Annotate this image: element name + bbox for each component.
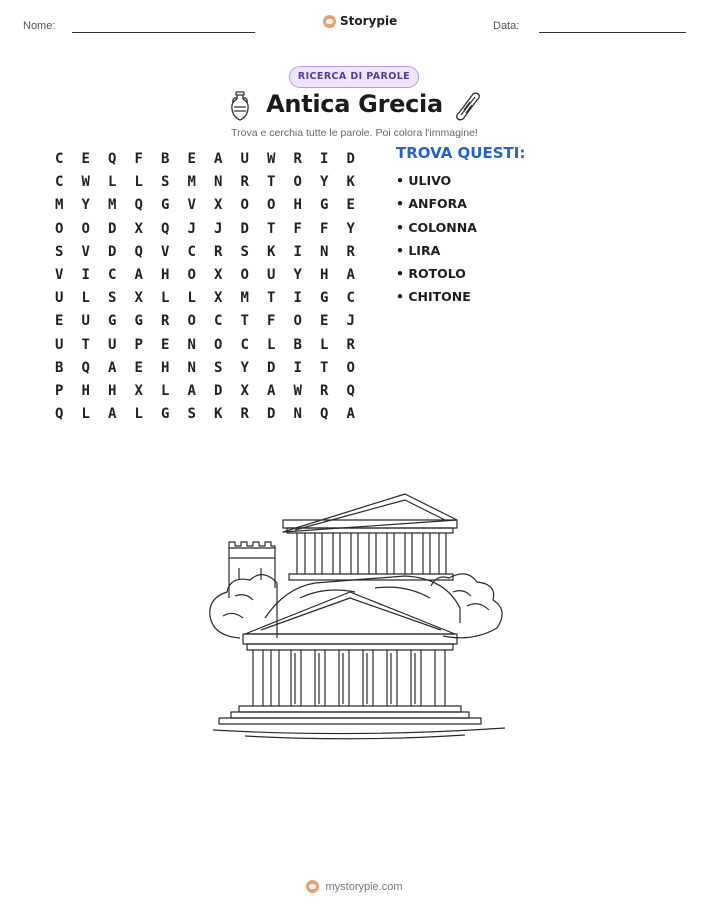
grid-letter[interactable]: S xyxy=(161,174,170,191)
grid-letter[interactable]: I xyxy=(320,151,329,167)
grid-letter[interactable]: H xyxy=(108,382,117,399)
grid-letter[interactable]: S xyxy=(108,290,117,307)
grid-letter[interactable]: T xyxy=(320,359,329,376)
grid-letter[interactable]: R xyxy=(293,151,302,167)
grid-letter[interactable]: O xyxy=(293,313,302,330)
grid-letter[interactable]: R xyxy=(346,243,355,260)
grid-letter[interactable]: H xyxy=(320,266,329,283)
grid-letter[interactable]: C xyxy=(346,290,355,307)
brand-name: Storypie xyxy=(340,14,398,28)
grid-letter[interactable]: V xyxy=(81,243,90,260)
grid-letter[interactable]: L xyxy=(187,290,196,307)
grid-letter[interactable]: H xyxy=(161,359,170,376)
grid-letter[interactable]: O xyxy=(267,197,276,214)
grid-letter[interactable]: E xyxy=(55,313,64,330)
grid-letter[interactable]: W xyxy=(293,382,302,399)
grid-letter[interactable]: F xyxy=(267,313,276,330)
grid-letter[interactable]: E xyxy=(346,197,355,214)
grid-letter[interactable]: D xyxy=(267,359,276,376)
grid-letter[interactable]: C xyxy=(55,174,64,191)
word-item: • ROTOLO xyxy=(396,266,466,282)
word-item: • COLONNA xyxy=(396,219,477,235)
grid-letter[interactable]: E xyxy=(81,151,90,167)
grid-letter[interactable]: G xyxy=(161,406,170,423)
footer-url[interactable]: mystorypie.com xyxy=(325,880,403,893)
grid-letter[interactable]: K xyxy=(346,174,355,191)
grid-letter[interactable]: R xyxy=(346,336,355,353)
grid-letter[interactable]: T xyxy=(267,290,276,307)
grid-letter[interactable]: L xyxy=(320,336,329,353)
word-list-title: TROVA QUESTI: xyxy=(396,144,526,162)
grid-letter[interactable]: V xyxy=(161,243,170,260)
grid-letter[interactable]: L xyxy=(81,406,90,423)
word-item: • ULIVO xyxy=(396,173,452,188)
grid-letter[interactable]: Q xyxy=(134,197,143,214)
grid-letter[interactable]: X xyxy=(134,220,143,237)
grid-letter[interactable]: V xyxy=(187,197,196,214)
grid-letter[interactable]: R xyxy=(240,174,249,191)
grid-letter[interactable]: K xyxy=(214,406,223,423)
storypie-mascot-icon xyxy=(323,15,336,28)
grid-letter[interactable]: O xyxy=(55,220,64,237)
grid-letter[interactable]: B xyxy=(55,359,64,376)
grid-letter[interactable]: L xyxy=(134,406,143,423)
date-label: Data: xyxy=(493,20,520,32)
grid-letter[interactable]: W xyxy=(81,174,90,191)
grid-letter[interactable]: O xyxy=(187,313,196,330)
grid-letter[interactable]: C xyxy=(55,151,64,167)
grid-letter[interactable]: N xyxy=(214,174,223,191)
grid-letter[interactable]: Y xyxy=(240,359,249,376)
grid-letter[interactable]: Y xyxy=(346,220,355,237)
grid-letter[interactable]: R xyxy=(214,243,223,260)
grid-letter[interactable]: U xyxy=(240,151,249,167)
grid-letter[interactable]: A xyxy=(187,382,196,399)
grid-letter[interactable]: G xyxy=(320,290,329,307)
grid-letter[interactable]: O xyxy=(240,197,249,214)
grid-letter[interactable]: O xyxy=(187,266,196,283)
grid-letter[interactable]: C xyxy=(187,243,196,260)
grid-letter[interactable]: D xyxy=(267,406,276,423)
grid-letter[interactable]: W xyxy=(267,151,276,167)
grid-letter[interactable]: X xyxy=(134,382,143,399)
greek-temple-illustration xyxy=(205,488,515,747)
page-title: Antica Grecia xyxy=(266,90,443,118)
grid-letter[interactable]: X xyxy=(214,290,223,307)
grid-letter[interactable]: K xyxy=(267,243,276,260)
grid-letter[interactable]: T xyxy=(240,313,249,330)
grid-letter[interactable]: N xyxy=(293,406,302,423)
grid-letter[interactable]: L xyxy=(134,174,143,191)
grid-letter[interactable]: L xyxy=(161,382,170,399)
grid-letter[interactable]: F xyxy=(134,151,143,167)
grid-letter[interactable]: R xyxy=(240,406,249,423)
grid-letter[interactable]: E xyxy=(134,359,143,376)
grid-letter[interactable]: M xyxy=(55,197,64,214)
word-item: • CHITONE xyxy=(396,289,471,305)
grid-letter[interactable]: F xyxy=(293,220,302,237)
grid-letter[interactable]: E xyxy=(161,336,170,353)
grid-letter[interactable]: S xyxy=(240,243,249,260)
grid-letter[interactable]: J xyxy=(187,220,196,237)
word-item: • ANFORA xyxy=(396,196,467,212)
instructions: Trova e cerchia tutte le parole. Poi colora l'immagine! xyxy=(231,127,478,139)
grid-letter[interactable]: R xyxy=(320,382,329,399)
grid-letter[interactable]: R xyxy=(161,313,170,330)
grid-letter[interactable]: D xyxy=(108,243,117,260)
grid-letter[interactable]: H xyxy=(161,266,170,283)
grid-letter[interactable]: A xyxy=(267,382,276,399)
grid-letter[interactable]: I xyxy=(81,266,90,283)
grid-letter[interactable]: O xyxy=(240,266,249,283)
grid-letter[interactable]: L xyxy=(108,174,117,191)
grid-letter[interactable]: I xyxy=(293,359,302,376)
grid-letter[interactable]: X xyxy=(214,197,223,214)
grid-letter[interactable]: O xyxy=(214,336,223,353)
grid-letter[interactable]: G xyxy=(108,313,117,330)
grid-letter[interactable]: C xyxy=(108,266,117,283)
grid-letter[interactable]: X xyxy=(214,266,223,283)
word-list xyxy=(396,171,477,311)
grid-letter[interactable]: I xyxy=(293,243,302,260)
grid-letter[interactable]: Q xyxy=(55,406,64,423)
grid-letter[interactable]: D xyxy=(240,220,249,237)
grid-letter[interactable]: U xyxy=(55,336,64,353)
grid-letter[interactable]: U xyxy=(267,266,276,283)
grid-letter[interactable]: M xyxy=(187,174,196,191)
grid-letter[interactable]: Q xyxy=(161,220,170,237)
grid-letter[interactable]: P xyxy=(55,382,64,399)
grid-letter[interactable]: Q xyxy=(134,243,143,260)
grid-letter[interactable]: U xyxy=(81,313,90,330)
grid-letter[interactable]: Q xyxy=(81,359,90,376)
grid-letter[interactable]: J xyxy=(346,313,355,330)
date-line[interactable] xyxy=(539,32,686,33)
grid-letter[interactable]: T xyxy=(81,336,90,353)
grid-letter[interactable]: E xyxy=(187,151,196,167)
brand-logo xyxy=(323,14,397,28)
grid-letter[interactable]: U xyxy=(55,290,64,307)
grid-letter[interactable]: N xyxy=(187,336,196,353)
activity-badge: RICERCA DI PAROLE xyxy=(289,66,419,88)
grid-letter[interactable]: A xyxy=(108,406,117,423)
grid-letter[interactable]: A xyxy=(346,406,355,423)
grid-letter[interactable]: G xyxy=(134,313,143,330)
grid-letter[interactable]: Q xyxy=(320,406,329,423)
grid-letter[interactable]: A xyxy=(346,266,355,283)
grid-letter[interactable]: L xyxy=(267,336,276,353)
footer xyxy=(0,880,709,893)
grid-letter[interactable]: S xyxy=(214,359,223,376)
grid-letter[interactable]: A xyxy=(108,359,117,376)
grid-letter[interactable]: L xyxy=(81,290,90,307)
grid-letter[interactable]: D xyxy=(346,151,355,167)
grid-letter[interactable]: C xyxy=(214,313,223,330)
grid-letter[interactable]: V xyxy=(55,266,64,283)
grid-letter[interactable]: N xyxy=(320,243,329,260)
storypie-mascot-icon xyxy=(306,880,319,893)
grid-letter[interactable]: H xyxy=(81,382,90,399)
grid-letter[interactable]: E xyxy=(320,313,329,330)
grid-letter[interactable]: Y xyxy=(320,174,329,191)
grid-letter[interactable]: M xyxy=(240,290,249,307)
grid-letter[interactable]: S xyxy=(187,406,196,423)
grid-letter[interactable]: P xyxy=(134,336,143,353)
grid-letter[interactable]: N xyxy=(187,359,196,376)
grid-letter[interactable]: J xyxy=(214,220,223,237)
grid-letter[interactable]: Y xyxy=(293,266,302,283)
grid-letter[interactable]: T xyxy=(267,174,276,191)
grid-letter[interactable]: O xyxy=(81,220,90,237)
grid-letter[interactable]: H xyxy=(293,197,302,214)
grid-letter[interactable]: U xyxy=(108,336,117,353)
grid-letter[interactable]: Y xyxy=(81,197,90,214)
grid-letter[interactable]: O xyxy=(346,359,355,376)
grid-letter[interactable]: A xyxy=(214,151,223,167)
grid-letter[interactable]: L xyxy=(161,290,170,307)
grid-letter[interactable]: A xyxy=(134,266,143,283)
scroll-icon xyxy=(455,91,481,125)
grid-letter[interactable]: M xyxy=(108,197,117,214)
grid-letter[interactable]: D xyxy=(214,382,223,399)
grid-letter[interactable]: X xyxy=(240,382,249,399)
grid-letter[interactable]: T xyxy=(267,220,276,237)
grid-letter[interactable]: B xyxy=(293,336,302,353)
grid-letter[interactable]: G xyxy=(161,197,170,214)
grid-letter[interactable]: Q xyxy=(108,151,117,167)
grid-letter[interactable]: I xyxy=(293,290,302,307)
grid-letter[interactable]: G xyxy=(320,197,329,214)
name-line[interactable] xyxy=(72,32,255,33)
name-label: Nome: xyxy=(23,20,56,32)
grid-letter[interactable]: B xyxy=(161,151,170,167)
grid-letter[interactable]: F xyxy=(320,220,329,237)
grid-letter[interactable]: S xyxy=(55,243,64,260)
grid-letter[interactable]: D xyxy=(108,220,117,237)
grid-letter[interactable]: O xyxy=(293,174,302,191)
word-item: • LIRA xyxy=(396,242,441,258)
grid-letter[interactable]: Q xyxy=(346,382,355,399)
grid-letter[interactable]: C xyxy=(240,336,249,353)
word-search-grid xyxy=(46,148,364,426)
grid-letter[interactable]: X xyxy=(134,290,143,307)
